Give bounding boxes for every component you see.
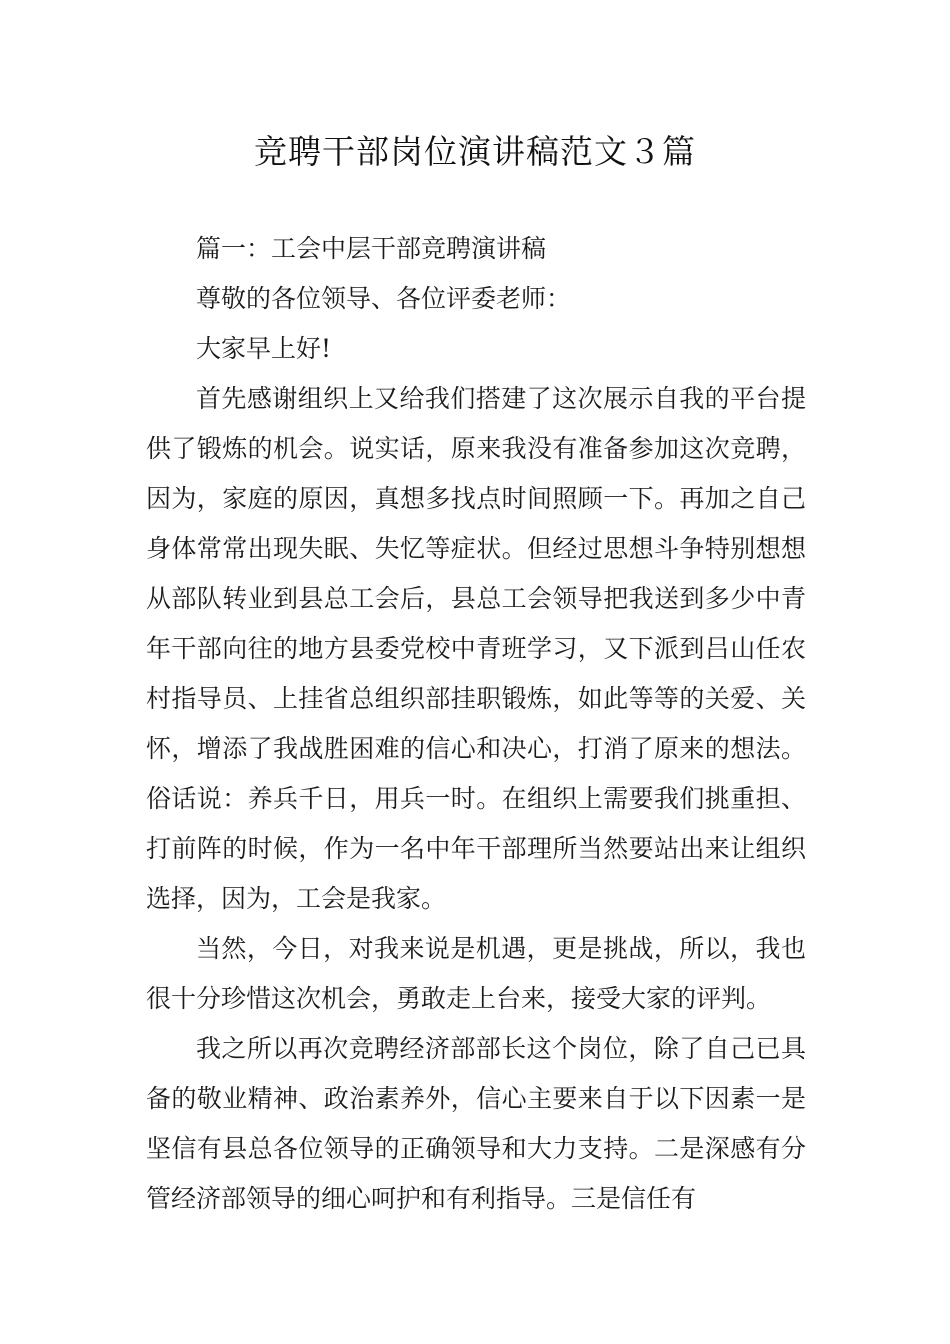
body-paragraph: 当然，今日，对我来说是机遇，更是挑战，所以，我也很十分珍惜这次机会，勇敢走上台来，接受大家的评判。 xyxy=(146,934,806,1013)
greeting: 大家早上好! xyxy=(196,334,332,363)
document-body xyxy=(146,224,806,1224)
document-title: 竞聘干部岗位演讲稿范文３篇 xyxy=(254,132,696,171)
body-paragraph: 我之所以再次竞聘经济部部长这个岗位，除了自己已具备的敬业精神、政治素养外，信心主要来自于以下因素一是坚信有县总各位领导的正确领导和大力支持。二是深感有分管经济部领导的细心呵护和有利指导。三是信任有 xyxy=(146,1034,806,1213)
section-heading: 篇一：工会中层干部竞聘演讲稿 xyxy=(196,234,547,263)
body-paragraph: 首先感谢组织上又给我们搭建了这次展示自我的平台提供了锻炼的机会。说实话，原来我没有准备参加这次竞聘，因为，家庭的原因，真想多找点时间照顾一下。再加之自己身体常常出现失眠、失忆等症状。但经过思想斗争特别想想从部队转业到县总工会后，县总工会领导把我送到多少中青年干部向往的地方县委党校中青班学习，又下派到吕山任农村指导员、上挂省总组织部挂职锻炼，如此等等的关爱、关怀，增添了我战胜困难的信心和决心，打消了原来的想法。俗话说：养兵千日，用兵一时。在组织上需要我们挑重担、打前阵的时候，作为一名中年干部理所当然要站出来让组织选择，因为，工会是我家。 xyxy=(146,384,806,913)
salutation: 尊敬的各位领导、各位评委老师： xyxy=(196,284,572,313)
